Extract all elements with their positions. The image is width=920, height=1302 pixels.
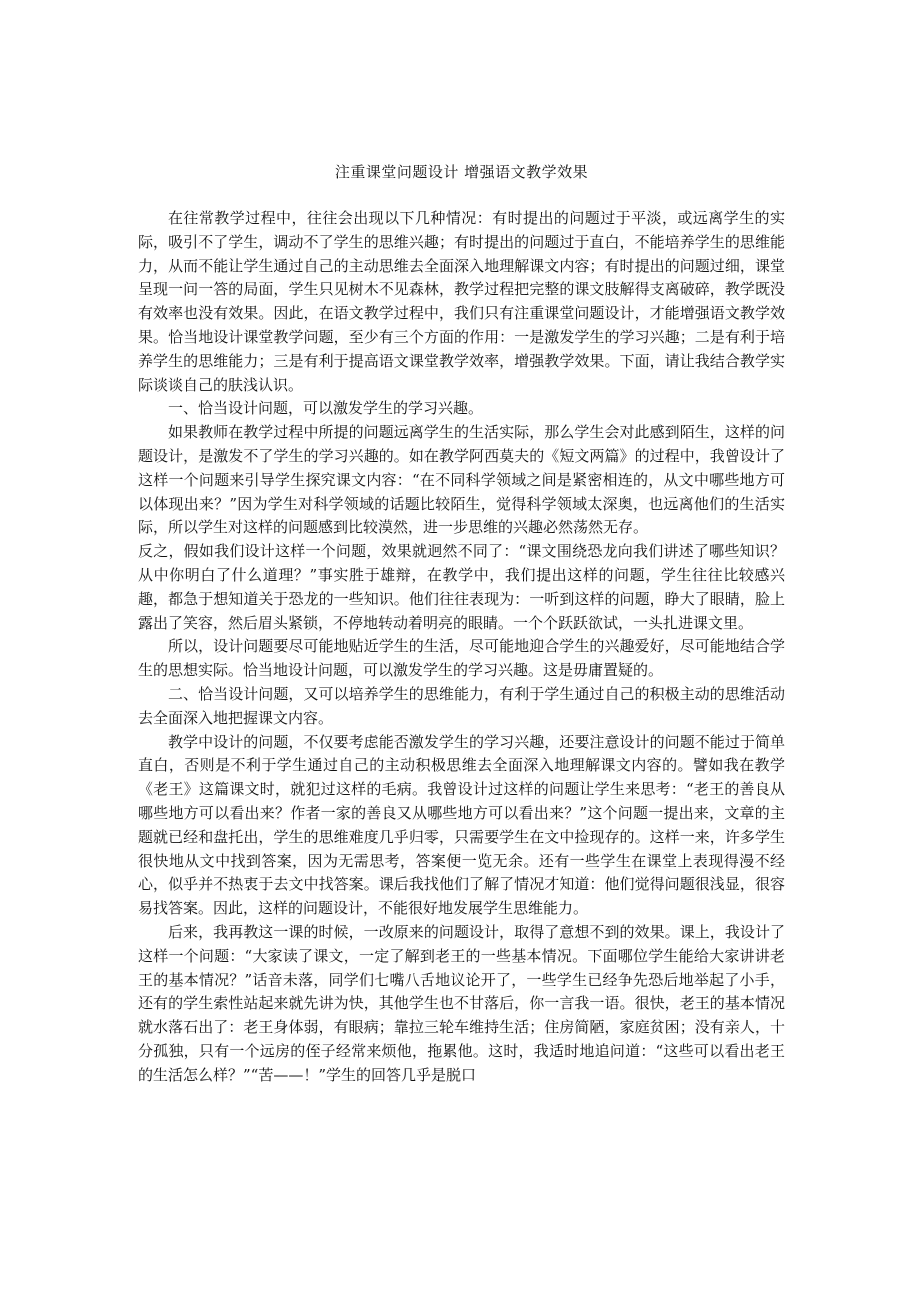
document-body — [138, 207, 785, 1087]
paragraph: 教学中设计的问题，不仅要考虑能否激发学生的学习兴趣，还要注意设计的问题不能过于简单直白，否则是不利于学生通过自己的主动积极思维去全面深入地理解课文内容的。譬如我在教学《老王》这篇课文时，就犯过这样的毛病。我曾设计过这样的问题让学生来思考：“老王的善良从哪些地方可以看出来？作者一家的善良又从哪些地方可以看出来？”这个问题一提出来，文章的主题就已经和盘托出，学生的思维难度几乎归零，只需要学生在文中捡现存的。这样一来，许多学生很快地从文中找到答案，因为无需思考，答案便一览无余。还有一些学生在课堂上表现得漫不经心，似乎并不热衷于去文中找答案。课后我找他们了解了情况才知道：他们觉得问题很浅显，很容易找答案。因此，这样的问题设计，不能很好地发展学生思维能力。 — [138, 732, 785, 918]
paragraph: 后来，我再教这一课的时候，一改原来的问题设计，取得了意想不到的效果。课上，我设计了这样一个问题：“大家读了课文，一定了解到老王的一些基本情况。下面哪位学生能给大家讲讲老王的基本情况？”话音未落，同学们七嘴八舌地议论开了，一些学生已经争先恐后地举起了小手，还有的学生索性站起来就先讲为快，其他学生也不甘落后，你一言我一语。很快，老王的基本情况就水落石出了：老王身体弱，有眼病；靠拉三轮车维持生活；住房简陋，家庭贫困；没有亲人，十分孤独，只有一个远房的侄子经常来烦他，拖累他。这时，我适时地追问道：“这些可以看出老王的生活怎么样？”“苦——！”学生的回答几乎是脱口 — [138, 922, 785, 1084]
paragraph: 反之，假如我们设计这样一个问题，效果就迥然不同了：“课文围绕恐龙向我们讲述了哪些知识？从中你明白了什么道理？”事实胜于雄辩，在教学中，我们提出这样的问题，学生往往比较感兴趣，都急于想知道关于恐龙的一些知识。他们往往表现为：一听到这样的问题，睁大了眼睛，脸上露出了笑容，然后眉头紧锁，不停地转动着明亮的眼睛。一个个跃跃欲试，一头扎进课文里。 — [138, 542, 785, 632]
paragraph: 在往常教学过程中，往往会出现以下几种情况：有时提出的问题过于平淡，或远离学生的实际，吸引不了学生，调动不了学生的思维兴趣；有时提出的问题过于直白，不能培养学生的思维能力，从而不能让学生通过自己的主动思维去全面深入地理解课文内容；有时提出的问题过细，课堂呈现一问一答的局面，学生只见树木不见森林，教学过程把完整的课文肢解得支离破碎，教学既没有效率也没有效果。因此，在语文教学过程中，我们只有注重课堂问题设计，才能增强语文教学效果。恰当地设计课堂教学问题，至少有三个方面的作用：一是激发学生的学习兴趣；二是有利于培养学生的思维能力；三是有利于提高语文课堂教学效率，增强教学效果。下面，请让我结合教学实际谈谈自己的肤浅认识。 — [138, 209, 785, 394]
document-title: 注重课堂问题设计 增强语文教学效果 — [334, 163, 589, 181]
paragraph: 所以，设计问题要尽可能地贴近学生的生活，尽可能地迎合学生的兴趣爱好，尽可能地结合学生的思想实际。恰当地设计问题，可以激发学生的学习兴趣。这是毋庸置疑的。 — [138, 637, 785, 680]
section-heading: 二、恰当设计问题，又可以培养学生的思维能力，有利于学生通过自己的积极主动的思维活动去全面深入地把握课文内容。 — [138, 684, 785, 727]
section-heading: 一、恰当设计问题，可以激发学生的学习兴趣。 — [168, 399, 484, 418]
paragraph: 如果教师在教学过程中所提的问题远离学生的生活实际，那么学生会对此感到陌生，这样的问题设计，是激发不了学生的学习兴趣的。如在教学阿西莫夫的《短文两篇》的过程中，我曾设计了这样一个问题来引导学生探究课文内容：“在不同科学领域之间是紧密相连的，从文中哪些地方可以体现出来？”因为学生对科学领域的话题比较陌生，觉得科学领域太深奥，也远离他们的生活实际，所以学生对这样的问题感到比较漠然，进一步思维的兴趣必然荡然无存。 — [138, 423, 785, 537]
